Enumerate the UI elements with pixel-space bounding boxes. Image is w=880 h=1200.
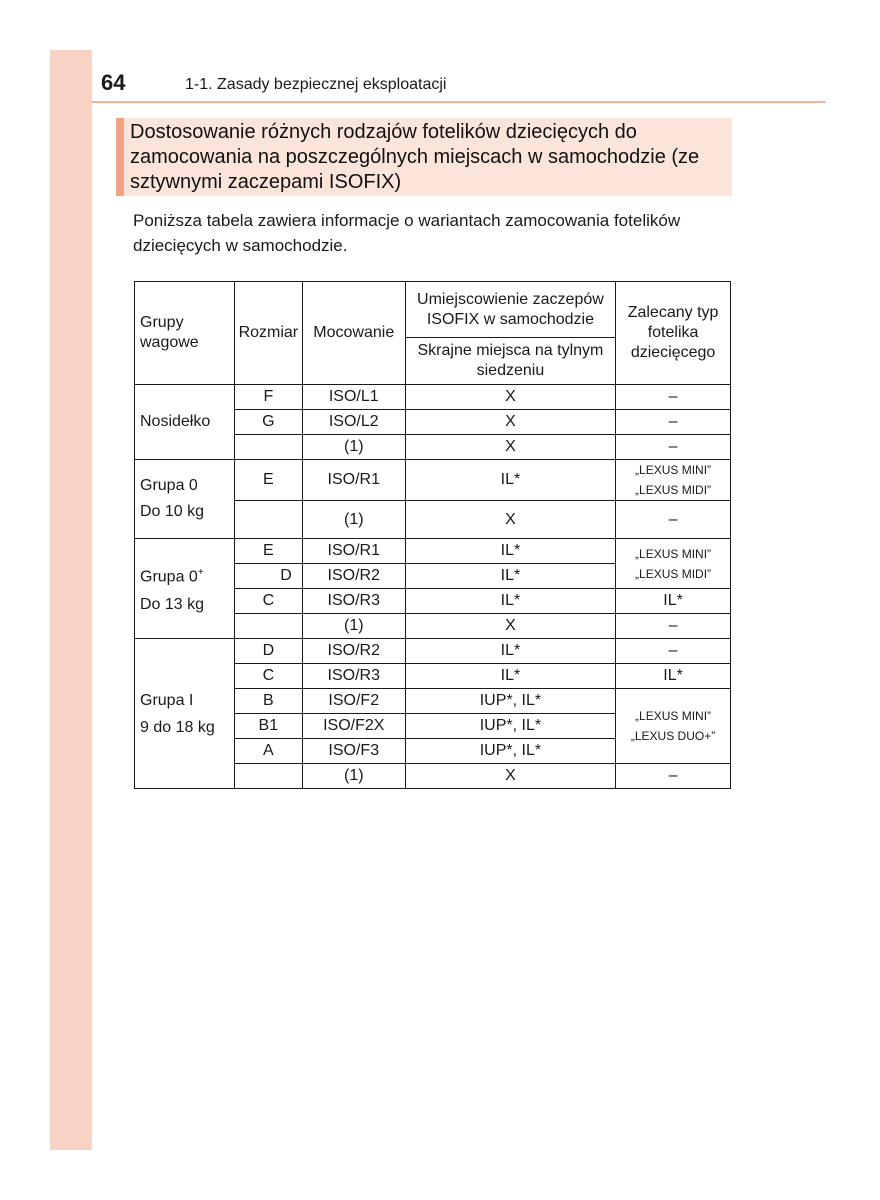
header-divider xyxy=(92,101,826,103)
size-cell: A xyxy=(234,739,302,764)
size-cell xyxy=(234,614,302,639)
rec-line: „LEXUS MINI” xyxy=(635,546,712,561)
rec-line: „LEXUS MINI” xyxy=(635,463,712,477)
heading-accent-bar xyxy=(116,118,124,196)
outer-cell: IL* xyxy=(405,564,615,589)
outer-cell: X xyxy=(405,614,615,639)
outer-cell: IUP*, IL* xyxy=(405,689,615,714)
outer-cell: IL* xyxy=(405,664,615,689)
outer-cell: X xyxy=(405,764,615,789)
group-cell: Nosidełko xyxy=(135,385,235,460)
group-cell xyxy=(135,539,235,639)
group-name: Grupa I xyxy=(140,691,194,709)
size-cell: B xyxy=(234,689,302,714)
mount-cell: (1) xyxy=(302,501,405,539)
rec-cell: – xyxy=(616,614,731,639)
mount-cell: ISO/R3 xyxy=(302,664,405,689)
section-title: 1-1. Zasady bezpiecznej eksploatacji xyxy=(185,76,447,93)
mount-cell: ISO/R2 xyxy=(302,639,405,664)
group-superscript: + xyxy=(197,567,204,579)
size-cell: C xyxy=(234,664,302,689)
outer-cell: IL* xyxy=(405,460,615,501)
rec-cell: IL* xyxy=(616,664,731,689)
group-name: Grupa 0 xyxy=(140,477,198,494)
mount-cell: ISO/L1 xyxy=(302,385,405,410)
outer-cell: X xyxy=(405,385,615,410)
outer-cell: IL* xyxy=(405,589,615,614)
size-cell: E xyxy=(234,539,302,564)
rec-cell: – xyxy=(616,435,731,460)
group-name: Grupa 0 xyxy=(140,568,198,586)
mount-cell: ISO/F3 xyxy=(302,739,405,764)
size-cell xyxy=(234,501,302,539)
size-cell: D xyxy=(234,564,302,589)
header-outer-seats: Skrajne miejsca na tylnym siedzeniu xyxy=(405,338,615,385)
isofix-table xyxy=(134,281,731,789)
size-cell xyxy=(234,764,302,789)
rec-line: „LEXUS MIDI” xyxy=(635,566,712,581)
rec-cell xyxy=(616,539,731,589)
size-cell xyxy=(234,435,302,460)
size-cell: C xyxy=(234,589,302,614)
rec-line: „LEXUS DUO+” xyxy=(630,729,716,743)
header-recommended: Zalecany typ fotelika dziecięcego xyxy=(616,282,731,385)
mount-cell: ISO/F2 xyxy=(302,689,405,714)
group-range: Do 13 kg xyxy=(140,595,205,613)
mount-cell: ISO/R2 xyxy=(302,564,405,589)
group-range: 9 do 18 kg xyxy=(140,718,215,736)
rec-cell: – xyxy=(616,385,731,410)
rec-cell: – xyxy=(616,764,731,789)
size-cell: F xyxy=(234,385,302,410)
table-header-row xyxy=(135,282,731,338)
mount-cell: ISO/R3 xyxy=(302,589,405,614)
table-row xyxy=(135,539,731,564)
header-size: Rozmiar xyxy=(234,282,302,385)
mount-cell: ISO/R1 xyxy=(302,539,405,564)
intro-paragraph: Poniższa tabela zawiera informacje o wariantach zamocowania fotelików dziecięcych w samochodzie. xyxy=(133,211,681,255)
page-number: 64 xyxy=(101,70,126,95)
mount-cell: ISO/F2X xyxy=(302,714,405,739)
outer-cell: X xyxy=(405,435,615,460)
size-cell: D xyxy=(234,639,302,664)
outer-cell: X xyxy=(405,410,615,435)
outer-cell: X xyxy=(405,501,615,539)
header-isofix: Umiejscowienie zaczepów ISOFIX w samochodzie xyxy=(405,282,615,338)
page-heading: Dostosowanie różnych rodzajów fotelików dziecięcych do zamocowania na poszczególnych miejscach w samochodzie (ze sztywnymi zaczepami ISOFIX) xyxy=(130,121,700,193)
outer-cell: IL* xyxy=(405,639,615,664)
mount-cell: ISO/L2 xyxy=(302,410,405,435)
table-row xyxy=(135,639,731,664)
size-cell: B1 xyxy=(234,714,302,739)
header-mount: Mocowanie xyxy=(302,282,405,385)
group-cell xyxy=(135,639,235,789)
group-range: Do 10 kg xyxy=(140,503,205,520)
table-row xyxy=(135,460,731,501)
rec-cell: – xyxy=(616,639,731,664)
group-cell xyxy=(135,460,235,539)
size-cell: E xyxy=(234,460,302,501)
mount-cell: (1) xyxy=(302,614,405,639)
size-cell: G xyxy=(234,410,302,435)
rec-cell xyxy=(616,460,731,501)
outer-cell: IL* xyxy=(405,539,615,564)
table-row xyxy=(135,385,731,410)
rec-cell: – xyxy=(616,501,731,539)
outer-cell: IUP*, IL* xyxy=(405,714,615,739)
rec-cell: – xyxy=(616,410,731,435)
header-group: Grupy wagowe xyxy=(135,282,235,385)
rec-line: „LEXUS MIDI” xyxy=(635,483,712,497)
side-color-band xyxy=(50,50,92,1150)
mount-cell: ISO/R1 xyxy=(302,460,405,501)
outer-cell: IUP*, IL* xyxy=(405,739,615,764)
rec-cell xyxy=(616,689,731,764)
rec-cell: IL* xyxy=(616,589,731,614)
rec-line: „LEXUS MINI” xyxy=(635,709,712,723)
mount-cell: (1) xyxy=(302,764,405,789)
mount-cell: (1) xyxy=(302,435,405,460)
